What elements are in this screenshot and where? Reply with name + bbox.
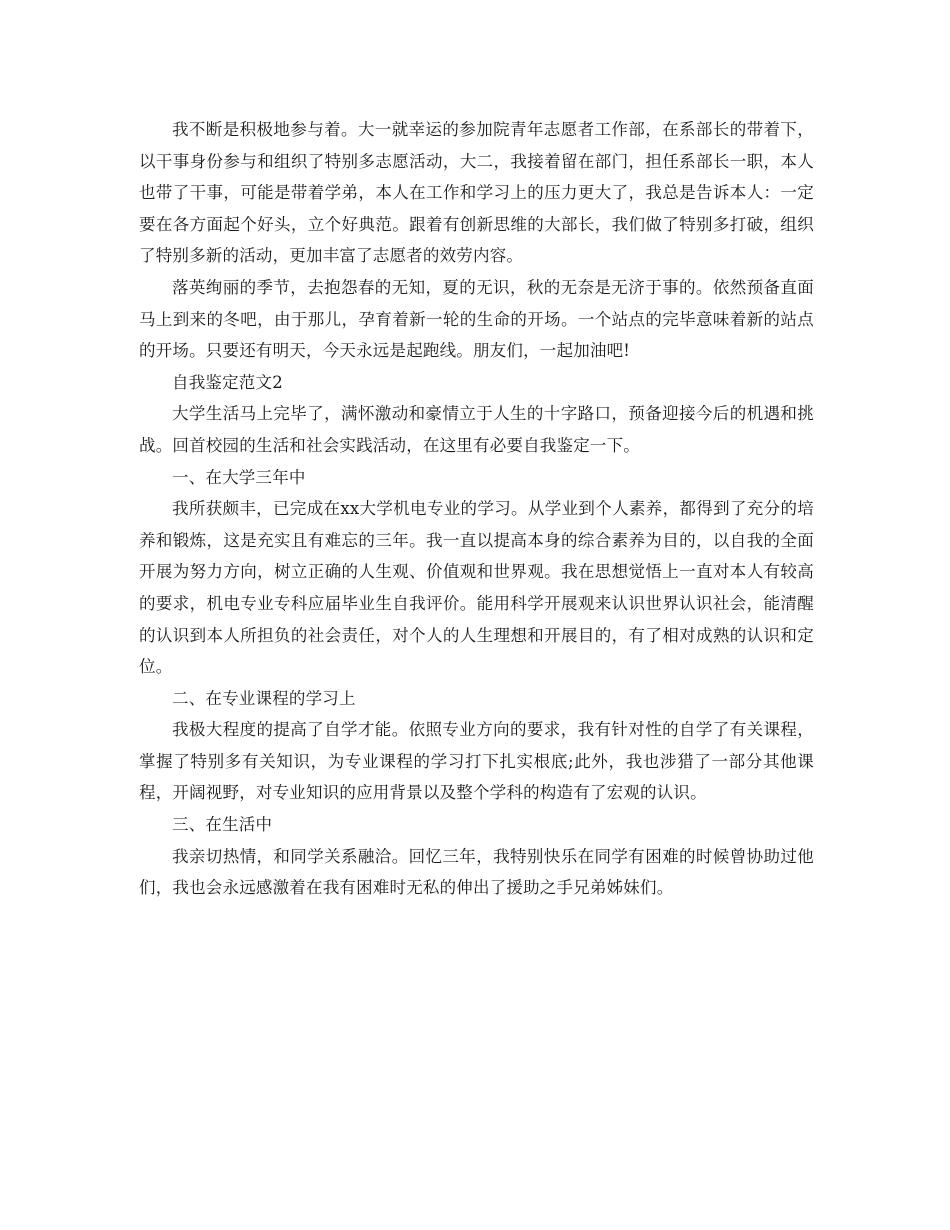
body-paragraph: 落英绚丽的季节，去抱怨春的无知，夏的无识，秋的无奈是无济于事的。依然预备直面马上到来的冬吧，由于那儿，孕育着新一轮的生命的开场。一个站点的完毕意味着新的站点的开场。只要还有明天，今天永远是起跑线。朋友们，一起加油吧! [139,277,814,361]
section-heading: 一、在大学三年中 [172,467,306,487]
document-body [139,114,814,904]
body-paragraph: 我不断是积极地参与着。大一就幸运的参加院青年志愿者工作部，在系部长的带着下，以干事身份参与和组织了特别多志愿活动，大二，我接着留在部门，担任系部长一职，本人也带了干事，可能是带着学弟，本人在工作和学习上的压力更大了，我总是告诉本人：一定要在各方面起个好头，立个好典范。跟着有创新思维的大部长，我们做了特别多打破，组织了特别多新的活动，更加丰富了志愿者的效劳内容。 [139,120,814,266]
body-paragraph: 我极大程度的提高了自学才能。依照专业方向的要求，我有针对性的自学了有关课程，掌握了特别多有关知识，为专业课程的学习打下扎实根底;此外，我也涉猎了一部分其他课程，开阔视野，对专业知识的应用背景以及整个学科的构造有了宏观的认识。 [139,720,814,803]
section-heading: 二、在专业课程的学习上 [172,688,356,708]
body-paragraph: 我所获颇丰，已完成在xx大学机电专业的学习。从学业到个人素养，都得到了充分的培养和锻炼，这是充实且有难忘的三年。我一直以提高本身的综合素养为目的，以自我的全面开展为努力方向，树立正确的人生观、价值观和世界观。我在思想觉悟上一直对本人有较高的要求，机电专业专科应届毕业生自我评价。能用科学开展观来认识世界认识社会，能清醒的认识到本人所担负的社会责任，对个人的人生理想和开展目的，有了相对成熟的认识和定位。 [139,499,814,677]
section-title: 自我鉴定范文2 [172,372,283,392]
section-heading: 三、在生活中 [172,815,273,835]
body-paragraph: 大学生活马上完毕了，满怀激动和豪情立于人生的十字路口，预备迎接今后的机遇和挑战。回首校园的生活和社会实践活动，在这里有必要自我鉴定一下。 [139,404,814,455]
body-paragraph: 我亲切热情，和同学关系融洽。回忆三年，我特别快乐在同学有困难的时候曾协助过他们，我也会永远感激着在我有困难时无私的伸出了援助之手兄弟姊妹们。 [139,846,814,898]
